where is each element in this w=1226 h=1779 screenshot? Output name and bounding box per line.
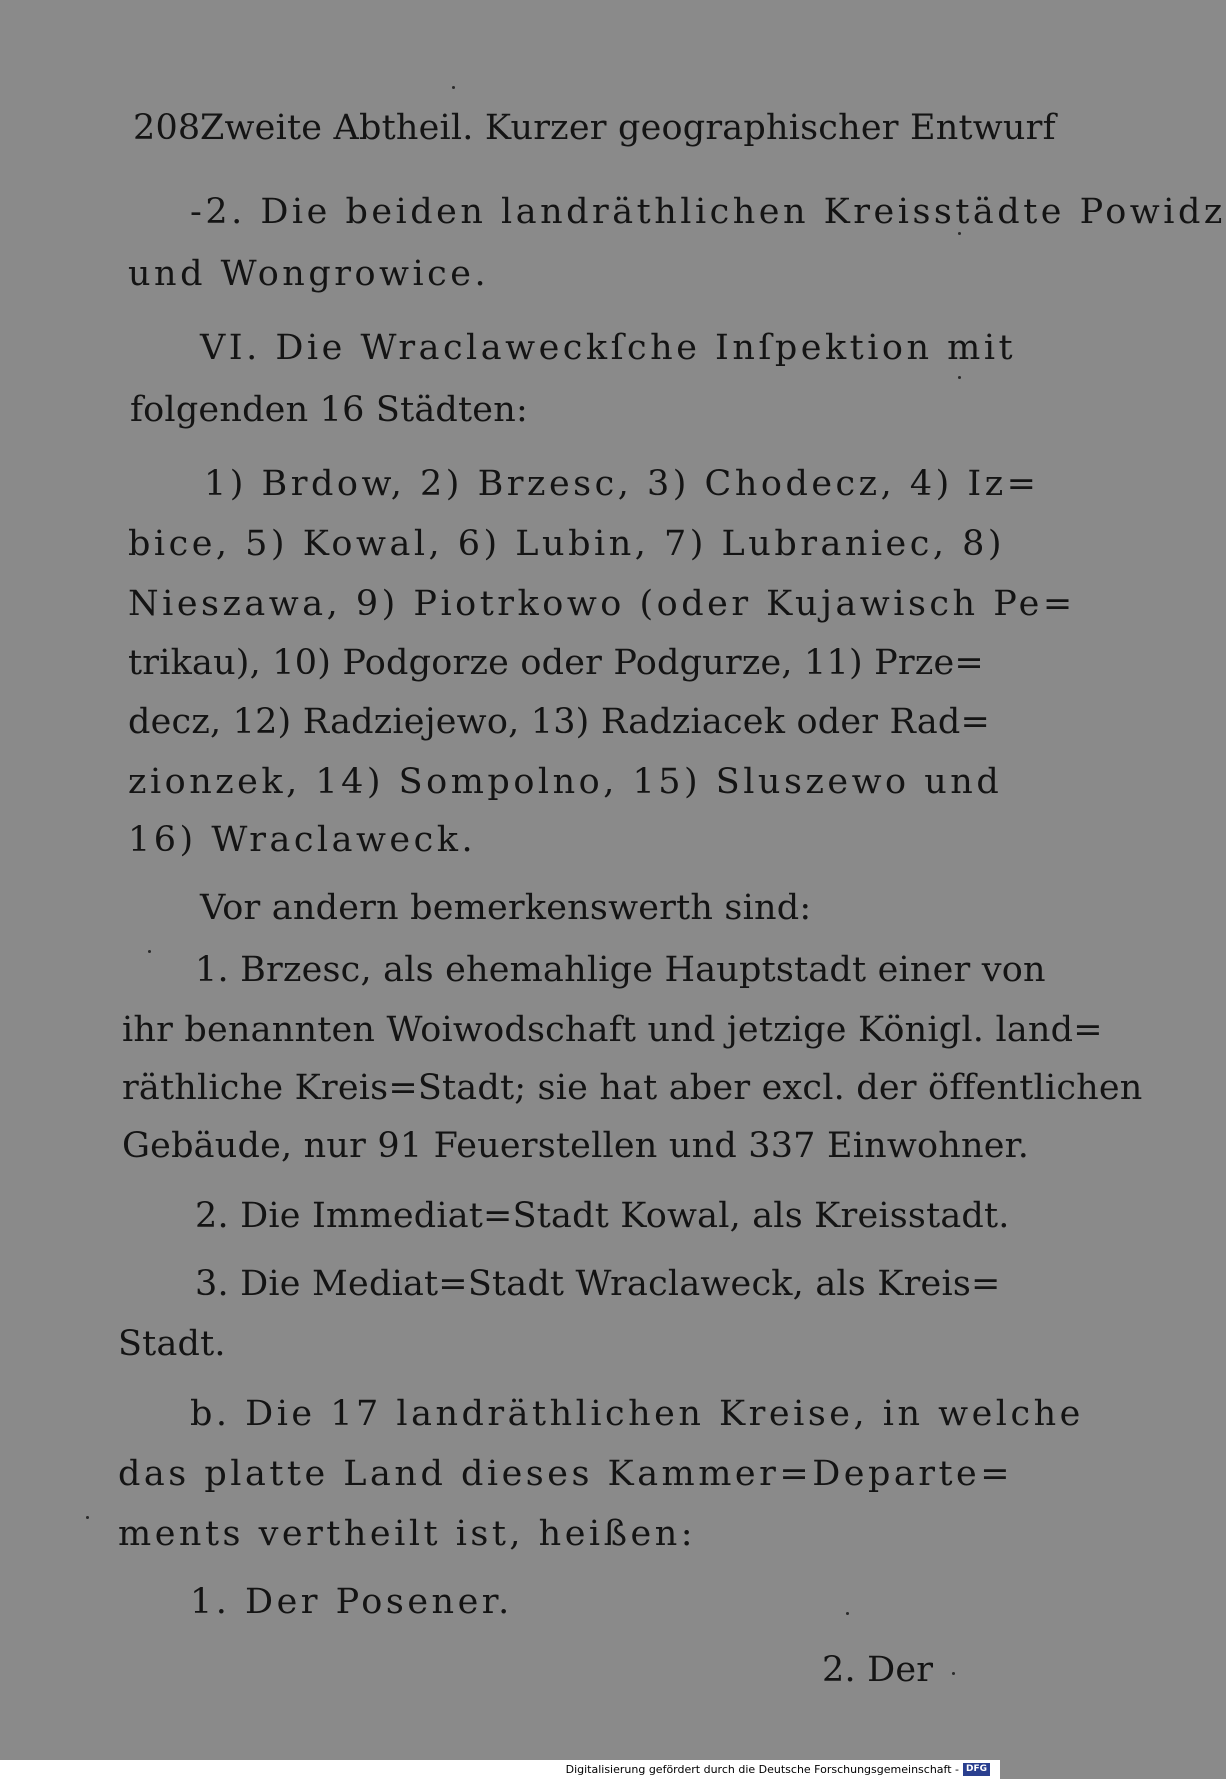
body-line: folgenden 16 Städten: [130,390,528,430]
catchword: 2. Der [822,1650,934,1690]
body-line: trikau), 10) Podgorze oder Podgurze, 11) Prze= [128,643,984,683]
scan-speck [952,1672,955,1675]
list-item: 3. Die Mediat=Stadt Wraclaweck, als Kreis= [195,1264,1001,1304]
body-line: Stadt. [118,1324,226,1364]
body-line: bice, 5) Kowal, 6) Lubin, 7) Lubraniec, 8) [128,524,1006,564]
scan-speck [86,1516,89,1519]
body-line: das platte Land dieses Kammer=Departe= [118,1454,1014,1494]
digitization-footer [0,1760,1000,1779]
body-line: zionzek, 14) Sompolno, 15) Sluszewo und [128,762,1003,802]
body-line: -2. Die beiden landräthlichen Kreisstädte Powidz [190,192,1226,232]
body-line: Gebäude, nur 91 Feuerstellen und 337 Einwohner. [122,1126,1030,1166]
list-item: 2. Die Immediat=Stadt Kowal, als Kreisstadt. [195,1196,1010,1236]
body-line: Nieszawa, 9) Piotrkowo (oder Kujawisch Pe= [128,584,1076,624]
list-item: 1. Brzesc, als ehemahlige Hauptstadt einer von [195,950,1046,990]
scan-speck [958,376,961,379]
page-number: 208 [133,108,201,148]
body-line: räthliche Kreis=Stadt; sie hat aber excl. der öffentlichen [122,1068,1143,1108]
body-line: b. Die 17 landräthlichen Kreise, in welche [190,1394,1084,1434]
body-line: 16) Wraclaweck. [128,820,477,860]
body-line: decz, 12) Radziejewo, 13) Radziacek oder Rad= [128,702,991,742]
dfg-logo-badge: DFG [963,1763,990,1776]
body-line: ments vertheilt ist, heißen: [118,1514,697,1554]
body-line: ihr benannten Woiwodschaft und jetzige Königl. land= [122,1010,1103,1050]
body-line: Vor andern bemerkenswerth sind: [200,888,812,928]
section-heading: VI. Die Wraclaweckſche Inſpektion mit [200,328,1017,368]
running-title: Zweite Abtheil. Kurzer geographischer Entwurf [200,108,1056,148]
list-item: 1. Der Posener. [190,1582,513,1622]
body-line: und Wongrowice. [128,254,490,294]
scan-speck [846,1612,849,1615]
scan-speck [958,232,961,235]
scan-speck [452,86,455,89]
footer-credit: Digitalisierung gefördert durch die Deutsche Forschungsgemeinschaft - [565,1763,959,1776]
body-line: 1) Brdow, 2) Brzesc, 3) Chodecz, 4) Iz= [204,464,1040,504]
scan-speck [148,950,151,953]
